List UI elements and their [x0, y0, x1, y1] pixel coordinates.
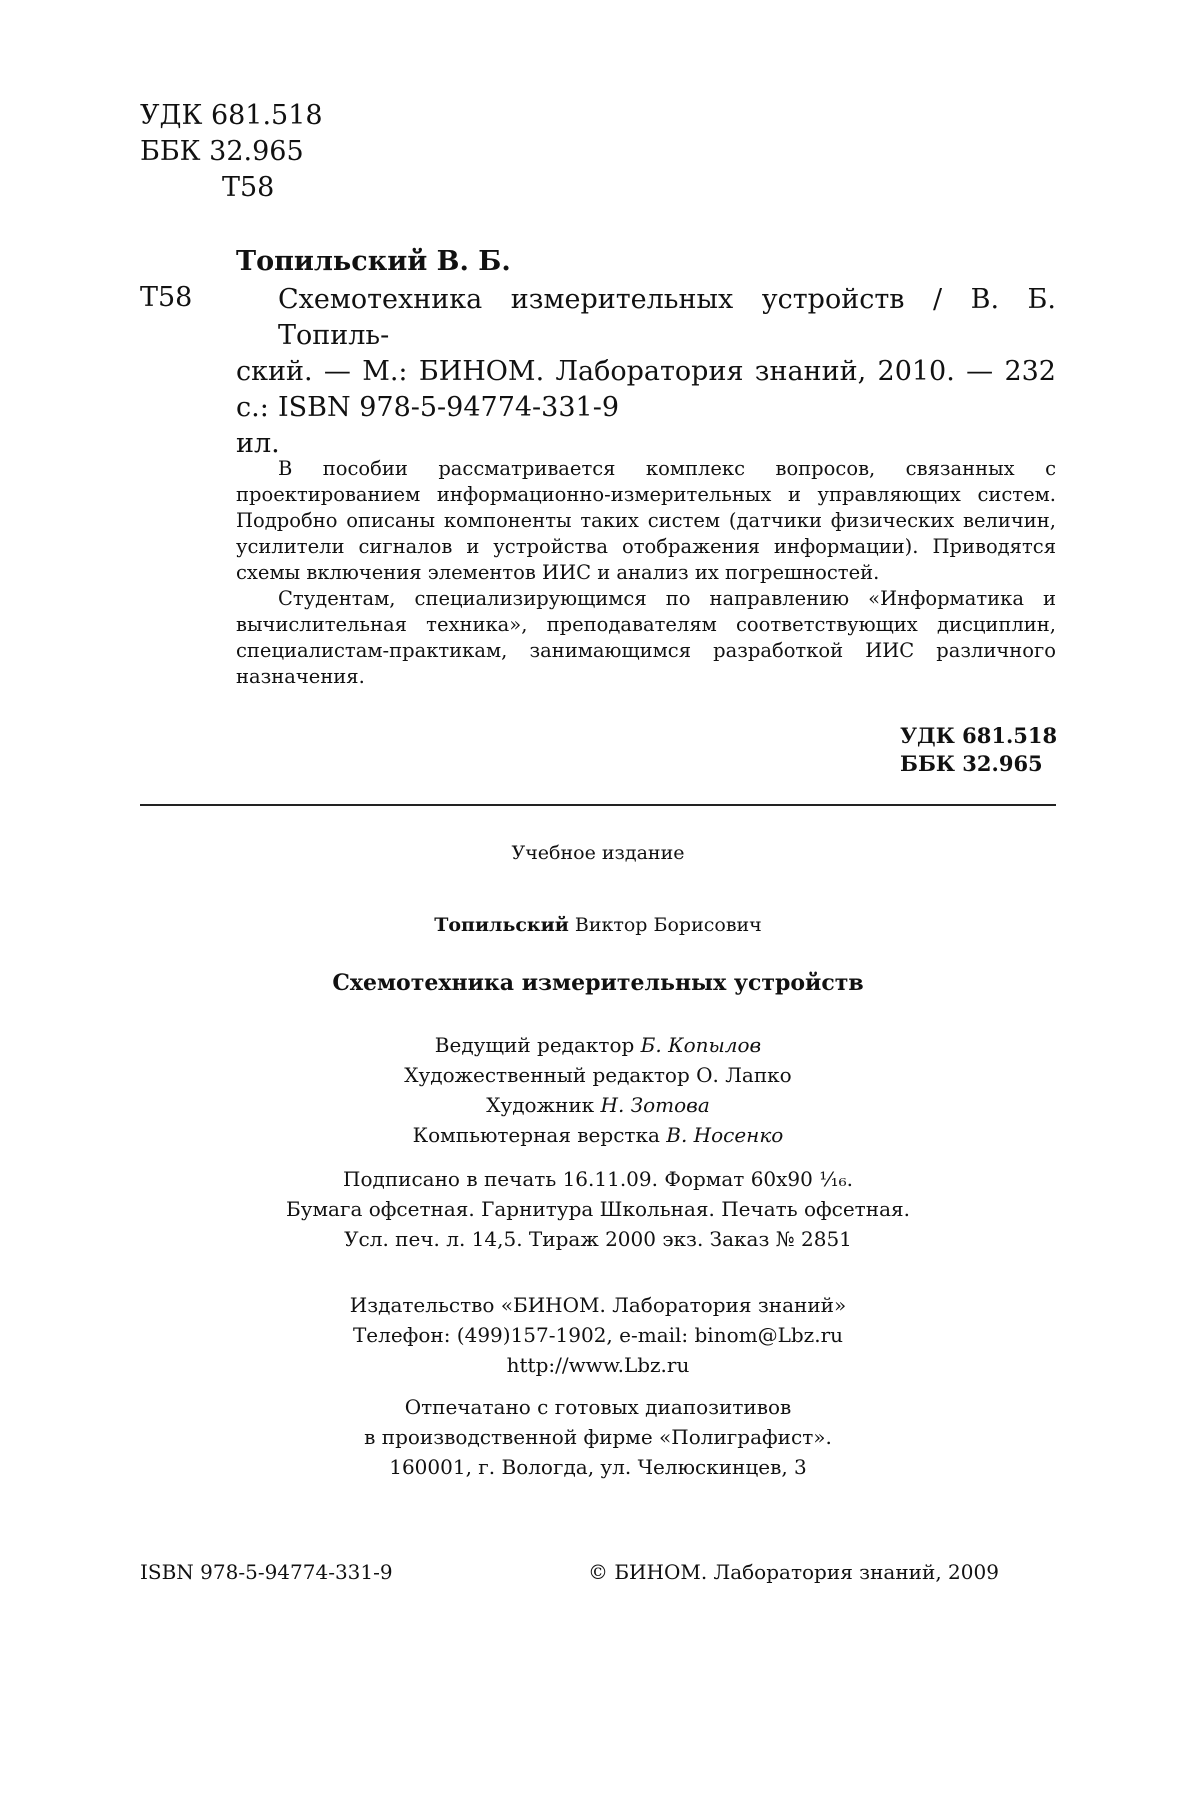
card-description-line-3: ил. [236, 428, 280, 459]
publisher-name: Издательство «БИНОМ. Лаборатория знаний» [349, 1293, 847, 1317]
staff-name: В. Носенко [666, 1123, 784, 1147]
footer-copyright: © БИНОМ. Лаборатория знаний, 2009 [588, 1560, 999, 1584]
tech-line-2: Бумага офсетная. Гарнитура Школьная. Печать офсетная. [286, 1197, 910, 1221]
author-given-names: Виктор Борисович [574, 914, 762, 936]
publisher-info [140, 1290, 1056, 1380]
card-description-line-2: ский. — М.: БИНОМ. Лаборатория знаний, 2010. — 232 с.: [236, 356, 1056, 423]
tech-line-3: Усл. печ. л. 14,5. Тираж 2000 экз. Заказ № 2851 [344, 1227, 852, 1251]
staff-role: Художник [486, 1093, 595, 1117]
card-shelf-mark: Т58 [140, 282, 193, 313]
printer-info [140, 1392, 1056, 1482]
bbk-code-right: ББК 32.965 [900, 751, 1043, 776]
udk-code-right: УДК 681.518 [900, 723, 1058, 748]
printer-line-2: в производственной фирме «Полиграфист». [364, 1425, 832, 1449]
staff-list [140, 1030, 1056, 1150]
annotation-paragraph-1: В пособии рассматривается комплекс вопросов, связанных с проектированием информационно-измерительных и управляющих систем. Подробно описаны компоненты таких систем (датчики физических величин, усилители сигналов и устройства отображения информации). Приводятся схемы включения элементов ИИС и анализ их погрешностей. [236, 457, 1056, 584]
footer-isbn: ISBN 978-5-94774-331-9 [140, 1560, 393, 1584]
staff-role: Компьютерная верстка [412, 1123, 660, 1147]
bbk-code: ББК 32.965 [140, 136, 304, 167]
staff-role: Ведущий редактор [434, 1033, 635, 1057]
publisher-website: http://www.Lbz.ru [506, 1353, 690, 1377]
card-description [236, 282, 1056, 462]
imprint-title: Схемотехника измерительных устройств [332, 970, 864, 996]
annotation-paragraph-2: Студентам, специализирующимся по направлению «Информатика и вычислительная техника», преподавателям соответствующих дисциплин, специалистам-практикам, занимающимся разработкой ИИС различного назначения. [236, 587, 1056, 688]
classification-codes-right [900, 722, 1057, 778]
staff-row [140, 1090, 1056, 1120]
staff-name: Б. Копылов [640, 1033, 762, 1057]
classification-codes [140, 98, 323, 206]
technical-details [140, 1164, 1056, 1254]
edition-type: Учебное издание [511, 842, 685, 864]
staff-role: Художественный редактор [404, 1063, 690, 1087]
staff-row [140, 1030, 1056, 1060]
udk-code: УДК 681.518 [140, 100, 323, 131]
printer-line-3: 160001, г. Вологда, ул. Челюскинцев, 3 [389, 1455, 807, 1479]
divider-rule [140, 804, 1056, 806]
tech-line-1: Подписано в печать 16.11.09. Формат 60х90 ¹⁄₁₆. [343, 1167, 853, 1191]
publisher-contacts: Телефон: (499)157-1902, e-mail: binom@Lbz.ru [352, 1323, 844, 1347]
imprint-author [140, 914, 1056, 936]
author-mark: Т58 [222, 172, 275, 203]
staff-name: О. Лапко [696, 1063, 792, 1087]
staff-name: Н. Зотова [600, 1093, 710, 1117]
card-description-line-1: Схемотехника измерительных устройств / В. Б. Топиль- [278, 284, 1056, 351]
author-surname: Топильский [434, 914, 569, 936]
staff-row [140, 1120, 1056, 1150]
staff-row [140, 1060, 1056, 1090]
card-author: Топильский В. Б. [236, 246, 511, 277]
printer-line-1: Отпечатано с готовых диапозитивов [404, 1395, 792, 1419]
card-isbn: ISBN 978-5-94774-331-9 [278, 392, 620, 423]
annotation [236, 456, 1056, 690]
